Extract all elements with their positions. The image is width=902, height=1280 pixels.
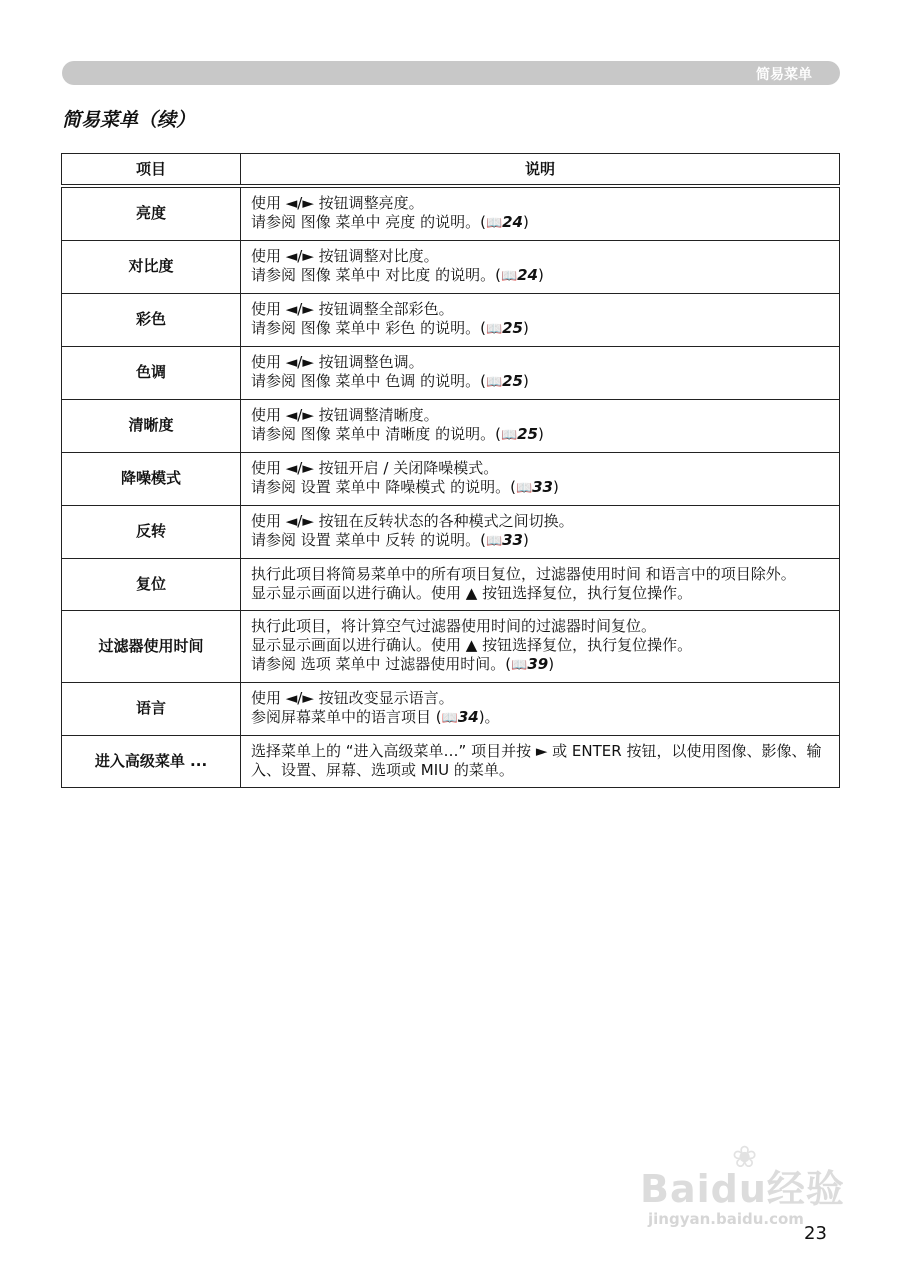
row-item-name: 降噪模式 [62, 453, 241, 506]
row-description [241, 611, 840, 683]
table-row [62, 400, 840, 453]
reference-close: ) [548, 655, 555, 673]
page-reference-link[interactable] [516, 478, 553, 496]
description-line: 使用 ◄/► 按钮开启 / 关闭降噪模式。 [251, 459, 499, 477]
row-description [241, 400, 840, 453]
row-description [241, 241, 840, 294]
description-line: 执行此项目，将计算空气过滤器使用时间的过滤器时间复位。 [251, 617, 657, 635]
row-description [241, 736, 840, 788]
section-label: 简易菜单 [756, 67, 812, 83]
row-description [241, 186, 840, 241]
reference-page-number: 33 [532, 478, 553, 496]
reference-close: ) [523, 372, 529, 390]
description-line: 使用 ◄/► 按钮在反转状态的各种模式之间切换。 [251, 512, 574, 530]
page-reference-line [251, 425, 829, 445]
table-row [62, 241, 840, 294]
table-row [62, 347, 840, 400]
book-icon: 📖 [500, 428, 518, 443]
row-description [241, 294, 840, 347]
page-reference-line [251, 266, 829, 286]
row-item-name: 过滤器使用时间 [62, 611, 241, 683]
column-header-description: 说明 [241, 154, 840, 187]
reference-page-number: 25 [502, 372, 523, 390]
table-row [62, 506, 840, 559]
reference-text: 请参阅 图像 菜单中 亮度 的说明。( [251, 213, 486, 231]
description-line: 使用 ◄/► 按钮调整清晰度。 [251, 406, 439, 424]
reference-page-number: 34 [457, 708, 479, 726]
reference-page-number: 33 [502, 531, 523, 549]
watermark [640, 1140, 850, 1228]
book-icon: 📖 [485, 375, 503, 390]
reference-page-number: 24 [502, 213, 523, 231]
description-line: 使用 ◄/► 按钮调整对比度。 [251, 247, 439, 265]
table-row [62, 611, 840, 683]
page-reference-link[interactable] [501, 425, 538, 443]
description-line: 选择菜单上的 “进入高级菜单…” 项目并按 ► 或 ENTER 按钮，以使用图像、影像、输入、设置、屏幕、选项或 MIU 的菜单。 [251, 742, 822, 779]
page-reference-link[interactable] [486, 213, 523, 231]
reference-text: 请参阅 图像 菜单中 对比度 的说明。( [251, 266, 501, 284]
row-item-name: 色调 [62, 347, 241, 400]
reference-text: 请参阅 图像 菜单中 色调 的说明。( [251, 372, 486, 390]
reference-page-number: 39 [527, 655, 549, 673]
page-reference-line [251, 372, 829, 392]
row-item-name: 亮度 [62, 186, 241, 241]
table-row [62, 736, 840, 788]
page-reference-line [251, 708, 829, 728]
description-line: 使用 ◄/► 按钮调整亮度。 [251, 194, 424, 212]
row-description [241, 559, 840, 611]
reference-close: ) [523, 213, 529, 231]
paw-icon: ❀ [732, 1140, 758, 1175]
description-line: 显示显示画面以进行确认。使用 ▲ 按钮选择复位，执行复位操作。 [251, 636, 693, 654]
watermark-url: jingyan.baidu.com [648, 1210, 804, 1228]
reference-close: ) [538, 266, 544, 284]
table-header-row [62, 154, 840, 187]
reference-text: 请参阅 选项 菜单中 过滤器使用时间。( [251, 655, 512, 673]
table-row [62, 294, 840, 347]
description-line: 执行此项目将简易菜单中的所有项目复位，过滤器使用时间 和语言中的项目除外。 [251, 565, 796, 583]
reference-close: ) [523, 319, 529, 337]
row-item-name: 进入高级菜单 ... [62, 736, 241, 788]
page-reference-link[interactable] [486, 372, 523, 390]
description-line: 使用 ◄/► 按钮调整色调。 [251, 353, 424, 371]
row-description [241, 347, 840, 400]
page-reference-line [251, 478, 829, 498]
column-header-item: 项目 [62, 154, 241, 187]
description-line: 显示显示画面以进行确认。使用 ▲ 按钮选择复位，执行复位操作。 [251, 584, 693, 602]
page-reference-line [251, 655, 829, 675]
book-icon: 📖 [500, 269, 518, 284]
table-row [62, 186, 840, 241]
book-icon: 📖 [441, 711, 458, 726]
page-number: 23 [804, 1223, 827, 1244]
reference-close: )。 [478, 708, 500, 726]
book-icon: 📖 [485, 322, 503, 337]
table-row [62, 683, 840, 736]
watermark-brand: Baidu经验 [640, 1167, 845, 1211]
page-reference-line [251, 531, 829, 551]
reference-text: 请参阅 设置 菜单中 反转 的说明。( [251, 531, 486, 549]
reference-page-number: 25 [517, 425, 538, 443]
row-item-name: 清晰度 [62, 400, 241, 453]
menu-table [61, 153, 840, 788]
row-description [241, 683, 840, 736]
page-reference-link[interactable] [486, 531, 523, 549]
row-item-name: 语言 [62, 683, 241, 736]
row-item-name: 反转 [62, 506, 241, 559]
reference-text: 请参阅 设置 菜单中 降噪模式 的说明。( [251, 478, 516, 496]
page-reference-link[interactable] [511, 655, 548, 673]
reference-page-number: 24 [517, 266, 538, 284]
page-reference-link[interactable] [442, 708, 479, 726]
book-icon: 📖 [485, 216, 503, 231]
book-icon: 📖 [515, 481, 533, 496]
reference-close: ) [538, 425, 544, 443]
table-row [62, 453, 840, 506]
row-description [241, 506, 840, 559]
reference-close: ) [523, 531, 529, 549]
section-header-bar [62, 61, 840, 85]
reference-text: 请参阅 图像 菜单中 清晰度 的说明。( [251, 425, 501, 443]
description-line: 使用 ◄/► 按钮改变显示语言。 [251, 689, 454, 707]
page-reference-line [251, 319, 829, 339]
book-icon: 📖 [511, 658, 528, 673]
reference-close: ) [553, 478, 559, 496]
table-body [62, 186, 840, 788]
page-title: 简易菜单（续） [62, 109, 196, 131]
description-line: 使用 ◄/► 按钮调整全部彩色。 [251, 300, 454, 318]
reference-page-number: 25 [502, 319, 523, 337]
row-description [241, 453, 840, 506]
row-item-name: 复位 [62, 559, 241, 611]
page-reference-line [251, 213, 829, 233]
page-reference-link[interactable] [501, 266, 538, 284]
reference-text: 请参阅 图像 菜单中 彩色 的说明。( [251, 319, 486, 337]
page-reference-link[interactable] [486, 319, 523, 337]
row-item-name: 彩色 [62, 294, 241, 347]
reference-text: 参阅屏幕菜单中的语言项目 ( [251, 708, 442, 726]
row-item-name: 对比度 [62, 241, 241, 294]
table-row [62, 559, 840, 611]
book-icon: 📖 [485, 534, 503, 549]
